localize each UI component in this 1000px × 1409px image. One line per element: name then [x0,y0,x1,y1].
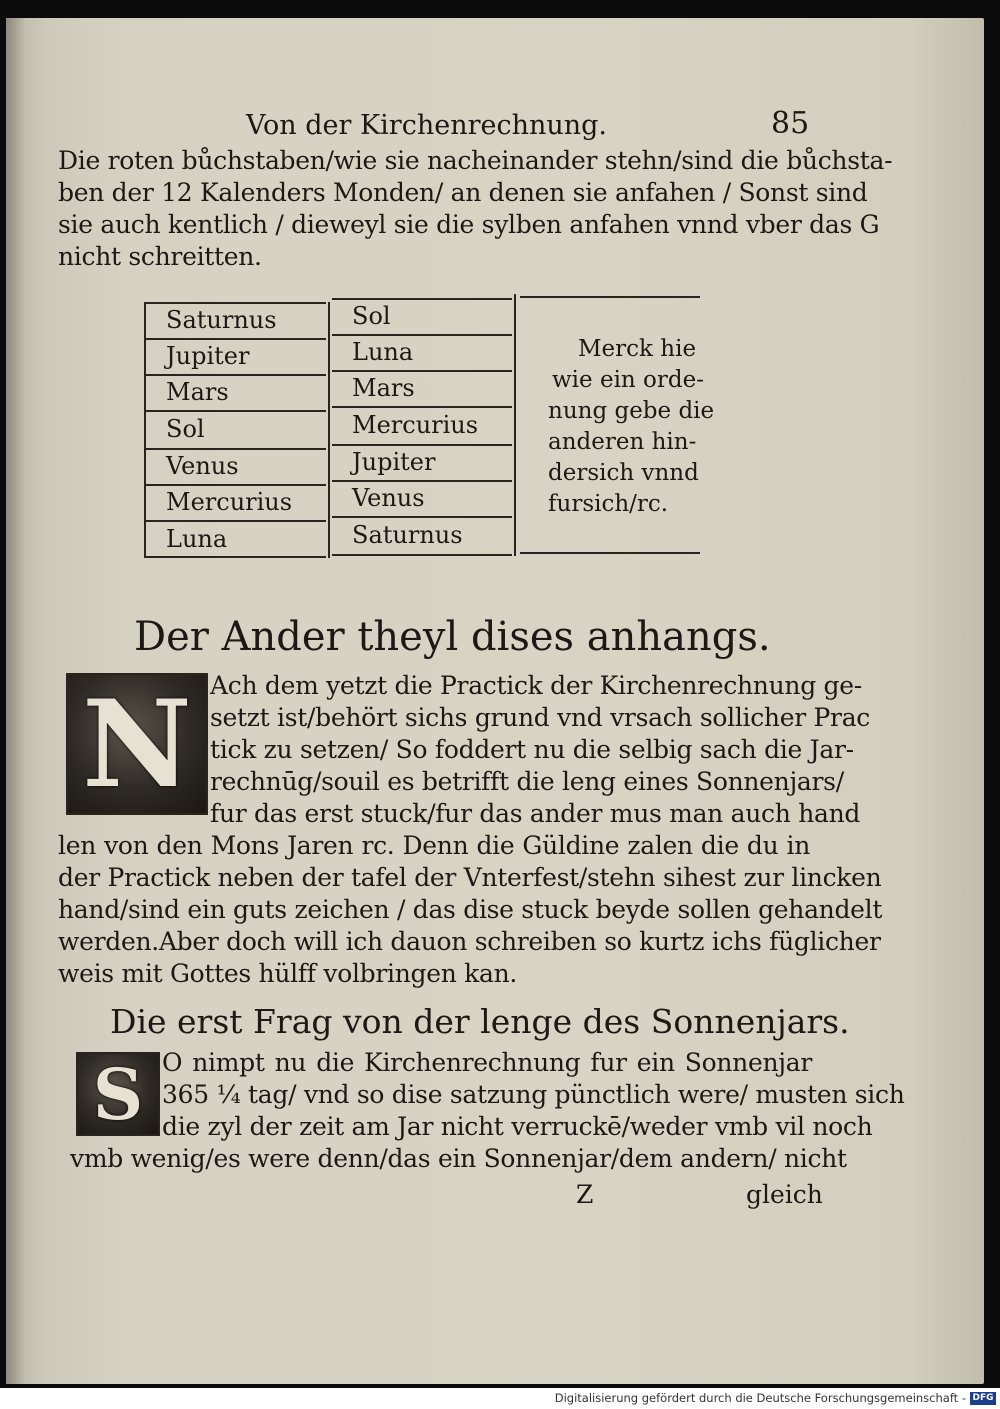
body-line: der Practick neben der tafel der Vnterfest/stehn sihest zur lincken [58,863,882,892]
body-line: vmb wenig/es were denn/das ein Sonnenjar/dem andern/ nicht [70,1144,847,1173]
table-rule [520,552,700,554]
body-line: rechnūg/souil es betrifft die leng eines Sonnenjars/ [210,767,844,796]
table-rule [332,370,512,372]
body-line: werden.Aber doch will ich dauon schreiben so kurtz ichs füglicher [58,927,881,956]
table-note-line: anderen hin- [548,429,697,455]
section-heading: Der Ander theyl dises anhangs. [134,614,771,660]
table-rule [146,556,326,558]
initial-letter: S [92,1052,144,1136]
planet-cell-right: Venus [352,484,425,512]
body-line: tick zu setzen/ So foddert nu die selbig sach die Jar- [210,735,854,764]
planet-cell-left: Venus [166,452,239,480]
planet-cell-left: Sol [166,415,205,443]
planet-cell-left: Jupiter [166,342,250,370]
table-note-line: fursich/rc. [548,491,669,517]
body-line: 365 ¼ tag/ vnd so dise satzung pünctlich were/ musten sich [162,1080,905,1109]
decorated-initial-n [66,673,208,815]
table-rule [332,480,512,482]
table-rule [332,444,512,446]
intro-line: ben der 12 Kalenders Monden/ an denen sie anfahen / Sonst sind [58,178,868,207]
table-rule [332,406,512,408]
table-rule [146,410,326,412]
intro-line: nicht schreitten. [58,242,262,271]
table-rule [520,296,700,298]
decorated-initial-s [76,1052,160,1136]
running-title: Von der Kirchenrechnung. [246,110,608,141]
table-rule [332,298,512,300]
planet-cell-left: Luna [166,525,228,553]
planet-cell-left: Saturnus [166,306,277,334]
table-rule [332,554,512,556]
intro-line: Die roten bůchstaben/wie sie nacheinander stehn/sind die bůchsta- [58,146,893,175]
intro-line: sie auch kentlich / dieweyl sie die sylben anfahen vnnd vber das G [58,210,880,239]
table-rule [332,334,512,336]
body-line: len von den Mons Jaren rc. Denn die Güldine zalen die du in [58,831,810,860]
planet-cell-right: Sol [352,302,391,330]
table-rule [328,302,330,558]
planet-cell-right: Saturnus [352,521,463,549]
table-note-line: Merck hie [578,336,697,362]
signature-mark: Z [576,1180,594,1209]
section-heading: Die erst Frag von der lenge des Sonnenjars. [110,1002,850,1041]
body-line: hand/sind ein guts zeichen / das dise stuck beyde sollen gehandelt [58,895,883,924]
body-line: O nimpt nu die Kirchenrechnung fur ein Sonnenjar [162,1048,812,1077]
table-rule [146,520,326,522]
table-rule [146,448,326,450]
table-note-line: wie ein orde- [552,367,705,393]
table-rule [146,338,326,340]
body-line: die zyl der zeit am Jar nicht verruckē/weder vmb vil noch [162,1112,873,1141]
body-line: Ach dem yetzt die Practick der Kirchenrechnung ge- [210,671,862,700]
digitization-footer [0,1388,1000,1409]
book-page [6,18,984,1384]
planet-cell-left: Mars [166,378,229,406]
initial-letter: N [82,673,192,815]
catchword: gleich [746,1180,823,1209]
table-rule [514,294,516,556]
planet-cell-right: Jupiter [352,448,436,476]
body-line: weis mit Gottes hülff volbringen kan. [58,959,518,988]
planet-cell-right: Mercurius [352,411,479,439]
table-note-line: dersich vnnd [548,460,699,486]
table-rule [146,484,326,486]
table-note-line: nung gebe die [548,398,715,424]
page-gutter-edge [6,18,24,1384]
planet-cell-right: Luna [352,338,414,366]
planet-cell-right: Mars [352,374,415,402]
page-number: 85 [771,106,810,141]
body-line: setzt ist/behört sichs grund vnd vrsach sollicher Prac [210,703,871,732]
body-line: fur das erst stuck/fur das ander mus man auch hand [210,799,861,828]
dfg-logo: DFG [970,1392,996,1405]
table-rule [146,374,326,376]
table-rule [146,302,326,304]
table-rule [332,516,512,518]
planet-cell-left: Mercurius [166,488,293,516]
footer-credit: Digitalisierung gefördert durch die Deutsche Forschungsgemeinschaft - [554,1391,966,1405]
